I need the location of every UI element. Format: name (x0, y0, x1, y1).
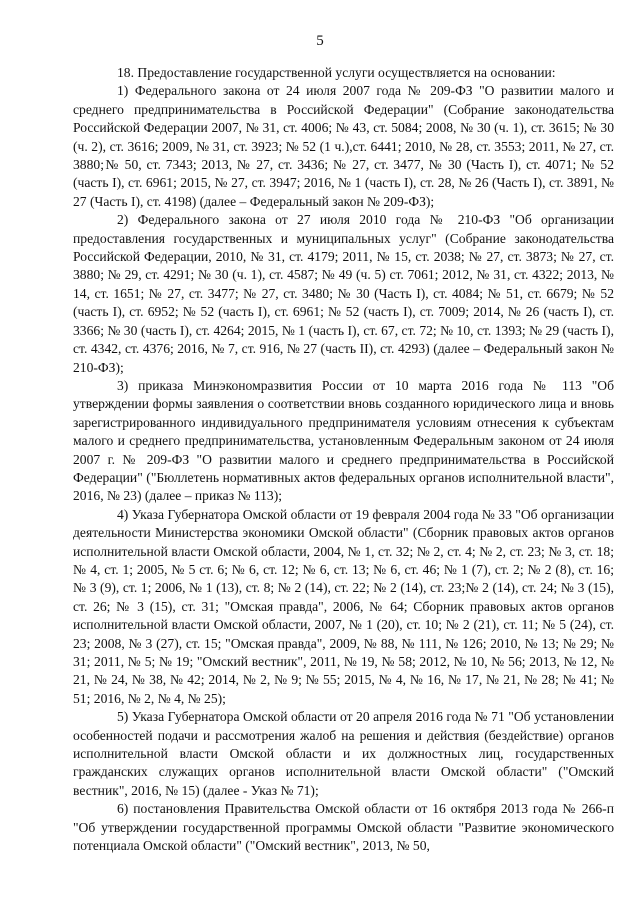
paragraph-federal-law-210: 2) Федерального закона от 27 июля 2010 года № 210-ФЗ "Об организации предоставления государственных и муниципальных услуг" (Собрание законодательства Российской Федерации, 2010, № 31, ст. 4179; 2011, № 15, ст. 2038; № 27, ст. 3873; № 27, ст. 3880; № 29, ст. 4291; № 30 (ч. 1), ст. 4587; № 49 (ч. 5) ст. 7061; 2012, № 31, ст. 4322; 2013, № 14, ст. 1651; № 27, ст. 3477; № 27, ст. 3480; № 30 (Часть I), ст. 4084; № 51, ст. 6679; № 52 (часть I), ст. 6952; № 52 (часть I), ст. 6961; № 52 (часть I), ст. 7009; 2014, № 26 (часть I), ст. 3366; № 30 (часть I), ст. 4264; 2015, № 1 (часть I), ст. 67, ст. 72; № 10, ст. 1393; № 29 (часть I), ст. 4342, ст. 4376; 2016, № 7, ст. 916, № 27 (часть II), ст. 4293) (далее – Федеральный закон № 210-ФЗ); (73, 212, 614, 375)
document-body (73, 64, 614, 855)
paragraph-decree-71: 5) Указа Губернатора Омской области от 20 апреля 2016 года № 71 "Об установлении особенностей подачи и рассмотрения жалоб на решения и действия (бездействие) органов исполнительной власти Омской области и их должностных лиц, государственных гражданских служащих органов исполнительной власти Омской области" ("Омский вестник", 2016, № 15) (далее - Указ № 71); (73, 709, 614, 798)
paragraph-resolution-266: 6) постановления Правительства Омской области от 16 октября 2013 года № 266-п "Об утверждении государственной программы Омской области "Развитие экономического потенциала Омской области" ("Омский вестник", 2013, № 50, (73, 801, 614, 854)
page-number: 5 (316, 33, 324, 49)
paragraph-order-113: 3) приказа Минэкономразвития России от 10 марта 2016 года № 113 "Об утверждении формы заявления о соответствии вновь созданного юридического лица и вновь зарегистрированного индивидуального предпринимателя условиям отнесения к субъектам малого и среднего предпринимательства, установленным Федеральным законом от 24 июля 2007 г. № 209-ФЗ "О развитии малого и среднего предпринимательства в Российской Федерации" ("Бюллетень нормативных актов федеральных органов исполнительной власти", 2016, № 23) (далее – приказ № 113); (73, 377, 614, 504)
paragraph-legal-basis-intro: 18. Предоставление государственной услуги осуществляется на основании: (117, 65, 556, 80)
paragraph-decree-33: 4) Указа Губернатора Омской области от 19 февраля 2004 года № 33 "Об организации деятельности Министерства экономики Омской области" (Сборник правовых актов органов исполнительной власти Омской области, 2004, № 1, ст. 32; № 2, ст. 4; № 2, ст. 23; № 3, ст. 18; № 4, ст. 1; 2005, № 5 ст. 6; № 6, ст. 12; № 6, ст. 13; № 6, ст. 46; № 1 (7), ст. 2; № 2 (8), ст. 16; № 3 (9), ст. 1; 2006, № 1 (13), ст. 8; № 2 (14), ст. 22; № 2 (14), ст. 23;№ 2 (14), ст. 24; № 3 (15), ст. 26; № 3 (15), ст. 31; "Омская правда", 2006, № 64; Сборник правовых актов органов исполнительной власти Омской области, 2007, № 1 (20), ст. 10; № 2 (21), ст. 11; № 5 (24), ст. 23; 2008, № 3 (27), ст. 15; "Омская правда", 2009, № 88, № 111, № 126; 2010, № 13; № 29; № 31; 2011, № 5; № 19; "Омский вестник", 2011, № 19, № 58; 2012, № 10, № 56; 2013, № 12, № 21, № 24, № 38, № 42; 2014, № 2, № 9; № 55; 2015, № 4, № 16, № 17, № 21, № 28; № 41; № 51; 2016, № 2, № 4, № 25); (73, 506, 614, 706)
paragraph-federal-law-209: 1) Федерального закона от 24 июля 2007 года № 209-ФЗ "О развитии малого и среднего предпринимательства в Российской Федерации" (Собрание законодательства Российской Федерации 2007, № 31, ст. 4006; № 43, ст. 5084; 2008, № 30 (ч. 1), ст. 3615; № 30 (ч. 2), ст. 3616; 2009, № 31, ст. 3923; № 52 (1 ч.),ст. 6441; 2010, № 28, ст. 3553; 2011, № 27, ст. 3880;№ 50, ст. 7343; 2013, № 27, ст. 3436; № 27, ст. 3477, № 30 (Часть I), ст. 4071; № 52 (часть I), ст. 6961; 2015, № 27, ст. 3947; 2016, № 1 (часть I), ст. 28, № 26 (Часть I), ст. 3891, № 27 (Часть I), ст. 4198) (далее – Федеральный закон № 209-ФЗ); (73, 83, 614, 209)
